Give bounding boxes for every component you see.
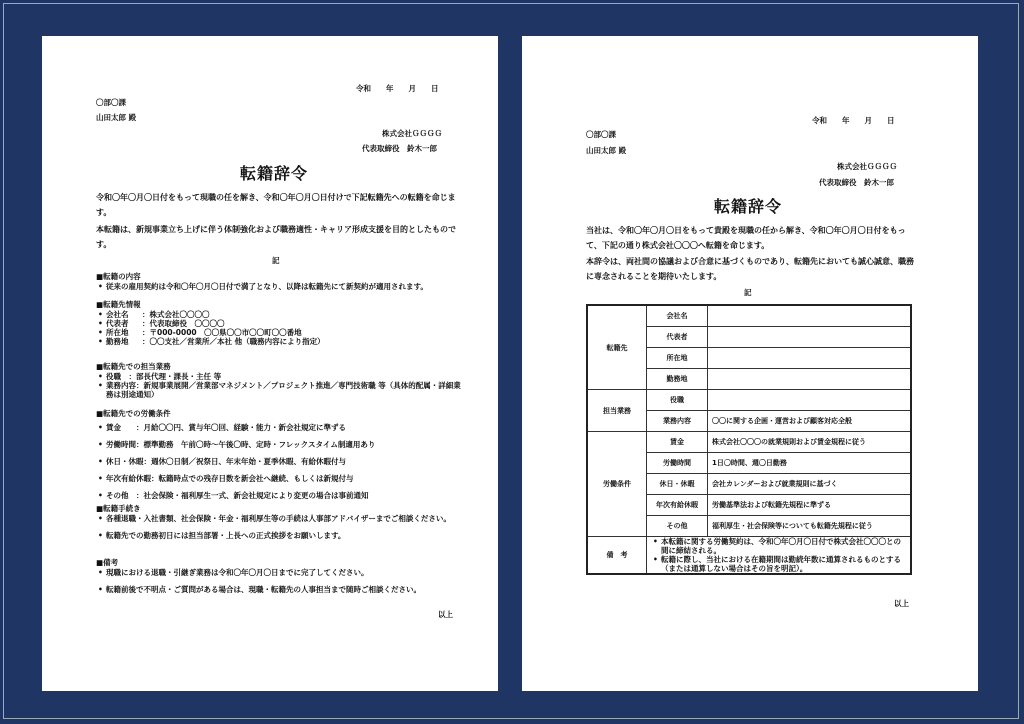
- section-transfer-content: [96, 272, 466, 291]
- row-value: 1日〇時間、週〇日勤務: [708, 453, 912, 474]
- document-title: 転籍辞令: [240, 164, 309, 183]
- row-label: 会社名: [647, 305, 708, 327]
- section-heading: ■備考: [96, 558, 119, 567]
- section-procedures: [96, 504, 466, 540]
- group-label: 担当業務: [587, 390, 647, 432]
- list-item: [106, 319, 466, 328]
- list-item: • 転籍前後で不明点・ご質問がある場合は、現職・転籍先の人事担当まで随時ご相談ください。: [106, 585, 466, 594]
- info-value: ：〇〇支社／営業所／本社 他（職務内容により指定）: [142, 337, 325, 346]
- transfer-details-table: [586, 304, 912, 575]
- recipient-name: 山田太郎 殿: [586, 146, 627, 155]
- row-label: 所在地: [647, 348, 708, 369]
- section-heading: ■転籍先での労働条件: [96, 409, 171, 418]
- row-label: 役職: [647, 390, 708, 411]
- section-duties: [96, 362, 466, 399]
- document-title: 転籍辞令: [714, 197, 783, 216]
- closing-ijou: 以上: [438, 610, 453, 619]
- list-item: • 従来の雇用契約は令和〇年〇月〇日付で満了となり、以降は転籍先にて新契約が適用されます。: [106, 282, 466, 291]
- row-value: 会社カレンダーおよび就業規則に基づく: [708, 474, 912, 495]
- department: 〇部〇課: [586, 130, 616, 139]
- ki-mark: 記: [744, 288, 752, 297]
- row-value: [708, 348, 912, 369]
- table-row: [587, 537, 911, 575]
- table-row: [587, 432, 911, 453]
- row-label: 労働時間: [647, 453, 708, 474]
- company-name: 株式会社ＧＧＧＧ: [382, 129, 442, 138]
- list-item: • その他 ：社会保険・福利厚生一式、新会社規定により変更の場合は事前通知: [106, 487, 466, 504]
- list-item: [106, 328, 466, 337]
- row-value: 〇〇に関する企画・運営および顧客対応全般: [708, 411, 912, 432]
- company-name: 株式会社ＧＧＧＧ: [837, 162, 897, 171]
- section-conditions: [96, 409, 466, 504]
- ki-mark: 記: [272, 256, 280, 265]
- info-key: • 会社名: [106, 310, 129, 319]
- row-label: 年次有給休暇: [647, 495, 708, 516]
- list-item: • 労働時間：標準勤務 午前〇時〜午後〇時、定時・フレックスタイム制適用あり: [106, 436, 466, 453]
- intro-paragraph-2: 本転籍は、新規事業立ち上げに伴う体制強化および職務適性・キャリア形成支援を目的としたものです。: [96, 225, 456, 249]
- row-value: 福利厚生・社会保険等についても転籍先規程に従う: [708, 516, 912, 537]
- list-item: • 各種退職・入社書類、社会保険・年金・福利厚生等の手続は人事部アドバイザーまでご相談ください。: [106, 514, 466, 523]
- notes-cell: [647, 537, 912, 575]
- department: 〇部〇課: [96, 98, 126, 107]
- intro-paragraph-2: 本辞令は、両社間の協議および合意に基づくものであり、転籍先においても誠心誠意、職務に専念されることを期待いたします。: [586, 257, 914, 281]
- note-item: • 転籍に際し、当社における在籍期間は勤続年数に通算されるものとする（または通算しない場合はその旨を明記）。: [661, 555, 906, 573]
- row-label: 勤務地: [647, 369, 708, 390]
- info-key: • 所在地: [106, 328, 129, 337]
- row-value: [708, 327, 912, 348]
- document-page-left: [42, 36, 498, 691]
- row-value: [708, 390, 912, 411]
- section-destination-info: [96, 300, 466, 346]
- row-value: 株式会社〇〇〇の就業規則および賃金規程に従う: [708, 432, 912, 453]
- list-item: [106, 337, 466, 346]
- issue-date: 令和 年 月 日: [812, 116, 895, 125]
- list-item: • 休日・休暇：週休〇日制／祝祭日、年末年始・夏季休暇、有給休暇付与: [106, 453, 466, 470]
- list-item: • 転籍先での勤務初日には担当部署・上長への正式挨拶をお願いします。: [106, 531, 466, 540]
- table-row: [587, 305, 911, 327]
- row-value: [708, 369, 912, 390]
- list-item: • 賃金 ：月給〇〇円、賞与年〇回、経験・能力・新会社規定に準ずる: [106, 419, 466, 436]
- list-item: • 年次有給休暇：転籍時点での残存日数を新会社へ継続、もしくは新規付与: [106, 470, 466, 487]
- section-notes: [96, 558, 466, 594]
- group-label: 転籍先: [587, 305, 647, 390]
- row-label: 賃金: [647, 432, 708, 453]
- info-value: ：株式会社〇〇〇〇: [142, 310, 210, 319]
- section-heading: ■転籍の内容: [96, 272, 141, 281]
- note-item: • 本転籍に関する労働契約は、令和〇年〇月〇日付で株式会社〇〇〇との間に締結される。: [661, 537, 906, 555]
- row-label: 代表者: [647, 327, 708, 348]
- list-item: [106, 310, 466, 319]
- intro-paragraph-1: 令和〇年〇月〇日付をもって現職の任を解き、令和〇年〇月〇日付けで下記転籍先への転籍を命じます。: [96, 193, 456, 217]
- group-label: 備 考: [587, 537, 647, 575]
- closing-ijou: 以上: [894, 599, 909, 608]
- document-page-right: [522, 36, 978, 691]
- table-row: [587, 390, 911, 411]
- section-heading: ■転籍手続き: [96, 504, 141, 513]
- list-item: • 現職における退職・引継ぎ業務は令和〇年〇月〇日までに完了してください。: [106, 568, 466, 577]
- signer-name: 代表取締役 鈴木一郎: [362, 144, 437, 153]
- section-heading: ■転籍先情報: [96, 300, 141, 309]
- intro-paragraph-1: 当社は、令和〇年〇月〇日をもって貴殿を現職の任から解き、令和〇年〇月〇日付をもって、下記の通り株式会社〇〇〇へ転籍を命じます。: [586, 226, 906, 250]
- list-item: • 業務内容：新規事業展開／営業部マネジメント／プロジェクト推進／専門技術職 等（具体的配属・詳細業務は別途通知）: [106, 381, 466, 399]
- info-value: ：〒000-0000 〇〇県〇〇市〇〇町〇〇番地: [142, 328, 302, 337]
- group-label: 労働条件: [587, 432, 647, 537]
- row-label: その他: [647, 516, 708, 537]
- signer-name: 代表取締役 鈴木一郎: [819, 178, 894, 187]
- row-label: 業務内容: [647, 411, 708, 432]
- row-value: [708, 305, 912, 327]
- info-key: • 代表者: [106, 319, 129, 328]
- issue-date: 令和 年 月 日: [356, 84, 439, 93]
- recipient-name: 山田太郎 殿: [96, 113, 137, 122]
- list-item: • 役職 ：部長代理・課長・主任 等: [106, 372, 466, 381]
- row-value: 労働基準法および転籍先規程に準ずる: [708, 495, 912, 516]
- section-heading: ■転籍先での担当業務: [96, 362, 171, 371]
- info-value: ：代表取締役 〇〇〇〇: [142, 319, 225, 328]
- info-key: • 勤務地: [106, 337, 129, 346]
- row-label: 休日・休暇: [647, 474, 708, 495]
